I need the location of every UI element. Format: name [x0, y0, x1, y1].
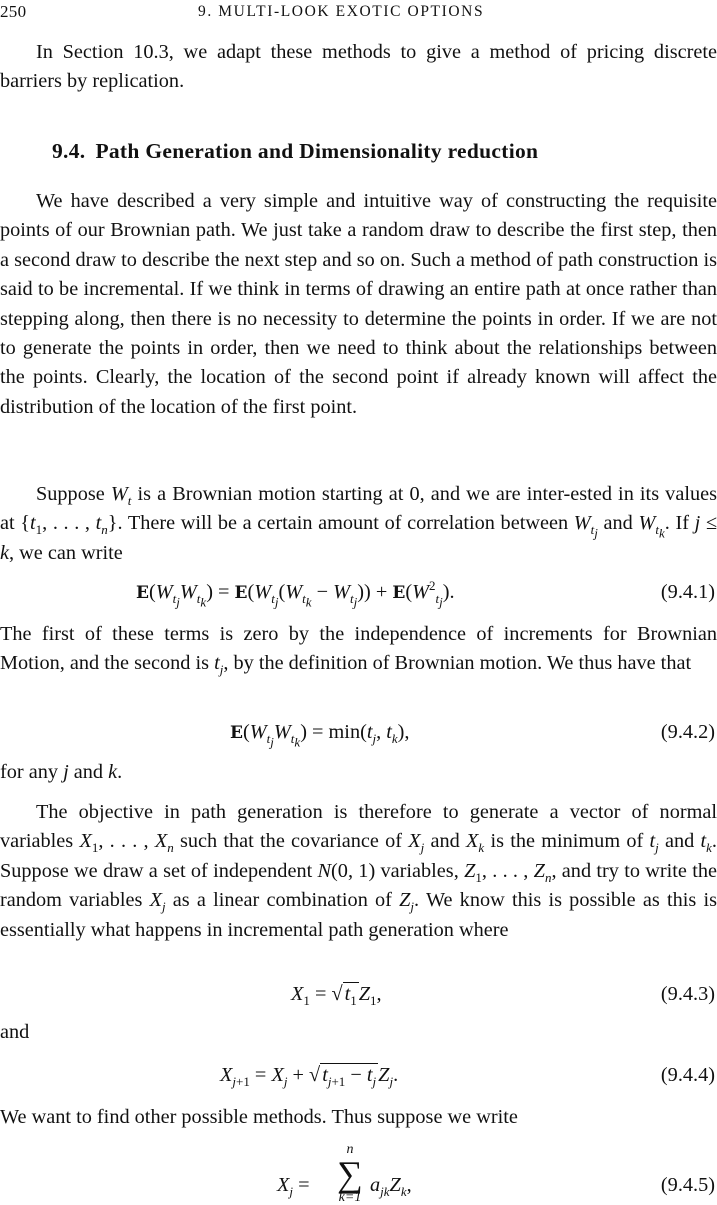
paragraph-independence: The first of these terms is zero by the independence of increments for Brownian Motion, and the second is $t_j$, by the definition of Brownian motion. We thus have that	[0, 623, 717, 678]
equation-9-4-2: $E(W_{t_j}W_{t_k}) = \min(t_j$, $t_k$), (9.4.2)	[0, 718, 717, 748]
equation-number: (9.4.4)	[660, 1064, 715, 1086]
running-title: 9. MULTI-LOOK EXOTIC OPTIONS	[198, 3, 485, 20]
section-number: 9.4.	[52, 139, 86, 163]
equation-number: (9.4.5)	[660, 1174, 715, 1196]
intro-paragraph: In Section 10.3, we adapt these methods to give a method of pricing discrete barriers by replication.	[0, 41, 717, 93]
paragraph-brownian-motion: Suppose $W_t$ is a Brownian motion starting at 0, and we are inter-ested in its values at {$t_1$, . . . , $t_n$}. There will be a certain amount of correlation between $W_{t_j}$ and $W_{t_k}$. If j ≤ k, we can write	[0, 483, 717, 564]
running-header	[0, 0, 717, 21]
equation-9-4-3: $X_1 = √t_1Z_1$, (9.4.3)	[0, 980, 717, 1010]
word-and: and	[0, 1021, 30, 1043]
paragraph-other-methods: We want to find other possible methods. Thus suppose we write	[0, 1106, 518, 1128]
equation-number: (9.4.3)	[660, 983, 715, 1005]
paragraph-for-any: for any j and k.	[0, 761, 123, 783]
equation-number: (9.4.2)	[660, 721, 715, 743]
section-heading	[52, 137, 548, 166]
section-title: Path Generation and Dimensionality reduction	[95, 139, 539, 163]
paragraph-incremental: We have described a very simple and intuitive way of constructing the requisite points of our Brownian path. We just take a random draw to describe the first step, then a second draw to describe the next step and so on. Such a method of path construction is said to be incremental. If we think in terms of drawing an entire path at once rather than stepping along, then there is no necessity to determine the points in order. If we are not to generate the points in order, then we need to think about the relationships between the points. Clearly, the location of the second point if already known will affect the distribution of the location of the first point.	[0, 190, 717, 418]
page-number: 250	[0, 2, 27, 21]
equation-number: (9.4.1)	[660, 581, 715, 603]
equation-9-4-5: $X_j$ = n ∑ k=1 $a_{jk}Z_k$, (9.4.5)	[277, 1142, 715, 1205]
equation-9-4-1: $E(W_{t_j}W_{t_k}) = E(W_{t_j}(W_{t_k} - W_{t_j})) + E(W^2_{t_j})$. (9.4.1)	[136, 578, 715, 610]
equation-9-4-4: $X_{j+1} = X_j + √t_{j+1} - t_jZ_j$. (9.4.4)	[0, 1061, 717, 1091]
paragraph-objective: The objective in path generation is therefore to generate a vector of normal variables $X_1$, . . . , $X_n$ such that the covariance of $X_j$ and $X_k$ is the minimum of $t_j$ and $t_k$. Suppose we draw a set of independent N(0, 1) variables, $Z_1$, . . . , $Z_n$, and try to write the random variables $X_j$ as a linear combination of $Z_j$. We know this is possible as this is essentially what happens in incremental path generation where	[0, 801, 717, 941]
